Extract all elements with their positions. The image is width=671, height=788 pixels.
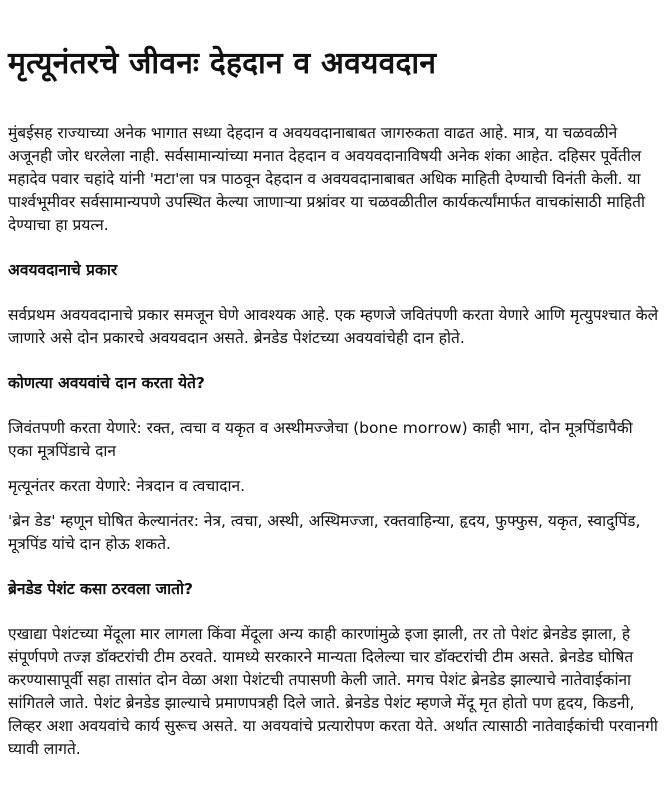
article-title: मृत्यूनंतरचे जीवनः देहदान व अवयवदान (8, 46, 437, 81)
section-heading-which-organs: कोणत्या अवयवांचे दान करता येते? (8, 374, 205, 392)
article-intro: मुंबईसह राज्याच्या अनेक भागात सध्या देहदान व अवयवदानाबाबत जागरुकता वाढत आहे. मात्र, या चळवळीने अजूनही जोर धरलेला नाही. सर्वसामान्यांच्या मनात देहदान व अवयवदानाविषयी अनेक शंका आहेत. दहिसर पूर्वेतील महादेव पवार चहांदे यांनी 'मटा'ला पत्र पाठवून देहदान व अवयवदानाबाबत अधिक माहिती देण्याची विनंती केली. या पार्श्वभूमीवर सर्वसामान्यपणे उपस्थित केल्या जाणाऱ्या प्रश्नांवर या चळवळीतील कार्यकर्त्यांमार्फत वाचकांसाठी माहिती देण्याचा हा प्रयत्न. (8, 124, 645, 234)
section-text-after-death-donation: मृत्यूनंतर करता येणारे: नेत्रदान व त्वचादान. (8, 477, 246, 495)
section-text-braindead-donation: 'ब्रेन डेड' म्हणून घोषित केल्यानंतर: नेत्र, त्वचा, अस्थी, अस्थिमज्जा, रक्तवाहिन्या, हृदय, फुफ्फुस, यकृत, स्वादुपिंड, मूत्रपिंड यांचे दान होऊ शकते. (8, 512, 641, 553)
section-text-organ-donation-types: सर्वप्रथम अवयवदानाचे प्रकार समजून घेणे आवश्यक आहे. एक म्हणजे जवितंपणी करता येणारे आणि मृत्युपश्चात केले जाणारे असे दोन प्रकारचे अवयवदान असते. ब्रेनडेड पेशंटच्या अवयवांचेही दान होते. (8, 306, 659, 347)
section-heading-organ-donation-types: अवयवदानाचे प्रकार (8, 261, 118, 279)
section-heading-braindead-determination: ब्रेनडेड पेशंट कसा ठरवला जातो? (8, 580, 194, 598)
section-text-living-donation: जिवंतपणी करता येणारे: रक्त, त्वचा व यकृत व अस्थीमज्जेचा (bone morrow) काही भाग, दोन मूत्रपिंडापैकी एका मूत्रपिंडाचे दान (8, 419, 633, 460)
section-text-braindead-determination: एखाद्या पेशंटच्या मेंदूला मार लागला किंवा मेंदूला अन्य काही कारणांमुळे इजा झाली, तर तो पेशंट ब्रेनडेड झाला, हे संपूर्णपणे तज्ज्ञ डॉक्टरांची टीम ठरवते. यामध्ये सरकारने मान्यता दिलेल्या चार डॉक्टरांची टीम असते. ब्रेनडेड घोषित करण्यासापूर्वी सहा तासांत दोन वेळा अशा पेशंटची तपासणी केली जाते. मगच पेशंट ब्रेनडेड झाल्याचे नातेवाईकांना सांगितले जाते. पेशंट ब्रेनडेड झाल्याचे प्रमाणपत्रही दिले जाते. ब्रेनडेड पेशंट म्हणजे मेंदू मृत होतो पण हृदय, किडनी, लिव्हर अशा अवयवांचे कार्य सुरूच असते. या अवयवांचे प्रत्यारोपण करता येते. अर्थात त्यासाठी नातेवाईकांची परवानगी घ्यावी लागते. (8, 625, 658, 758)
